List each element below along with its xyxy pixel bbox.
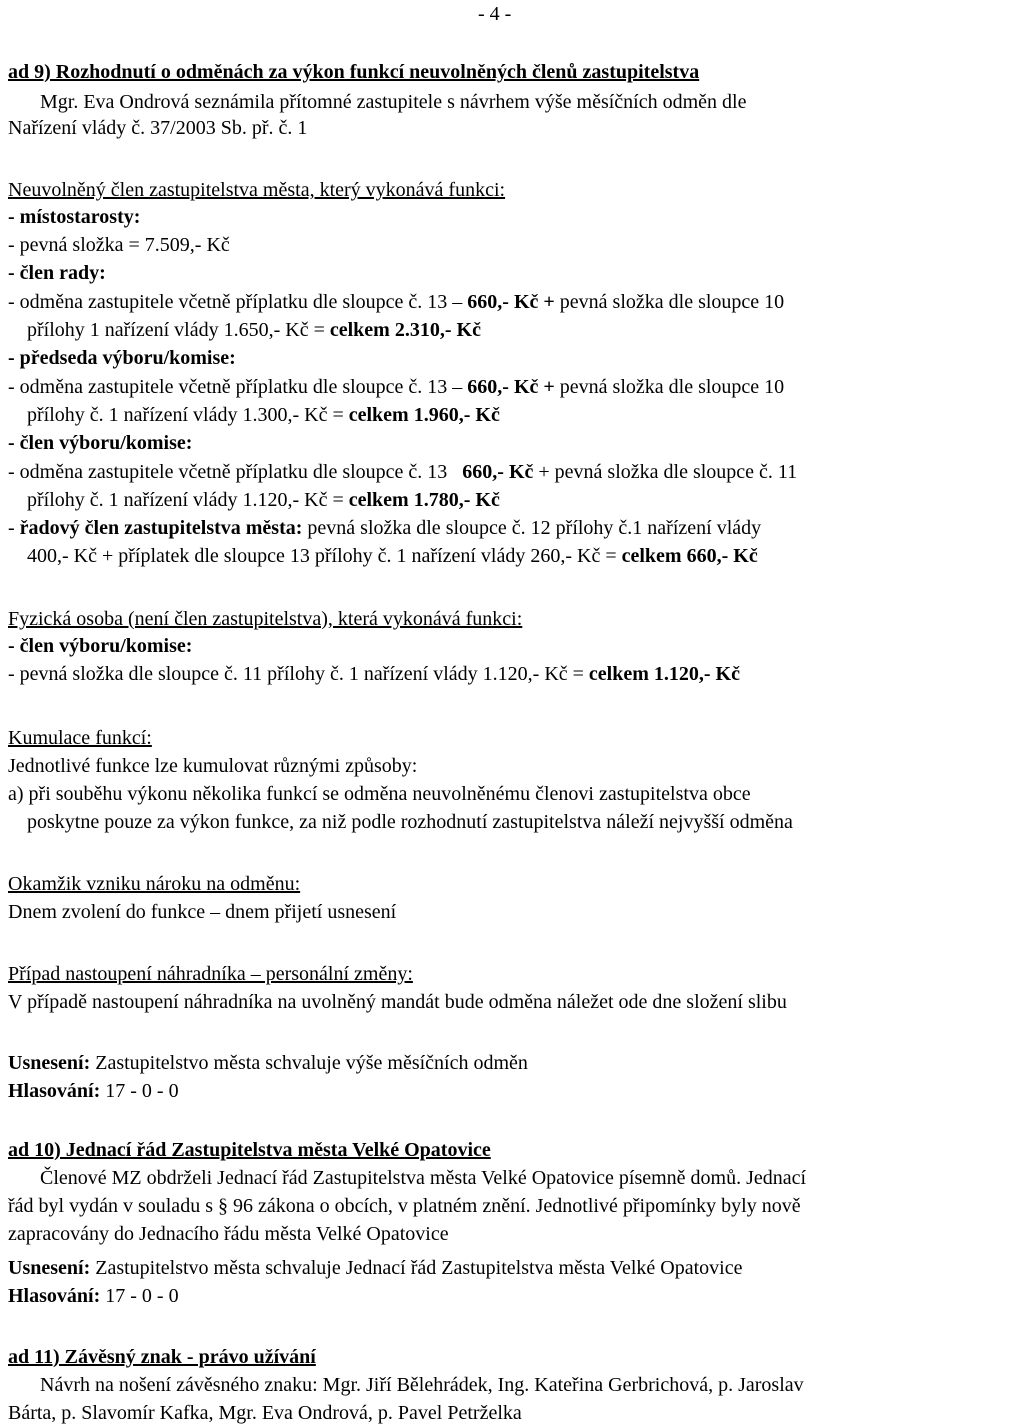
page-number: - 4 - — [478, 3, 512, 25]
paragraph-line: řád byl vydán v souladu s § 96 zákona o obcích, v platném znění. Jednotlivé připomínky byly nově — [8, 1195, 801, 1217]
role-clen-rady: - člen rady: — [8, 262, 106, 284]
paragraph-line: zapracovány do Jednacího řádu města Velké Opatovice — [8, 1223, 449, 1245]
section-11-heading: ad 11) Závěsný znak - právo užívání — [8, 1346, 316, 1368]
paragraph-line: V případě nastoupení náhradníka na uvolněný mandát bude odměna náležet ode dne složení slibu — [8, 991, 787, 1013]
vote-result: Hlasování: 17 - 0 - 0 — [8, 1285, 179, 1307]
resolution: Usnesení: Zastupitelstvo města schvaluje Jednací řád Zastupitelstva města Velké Opatovice — [8, 1257, 743, 1279]
vote-result: Hlasování: 17 - 0 - 0 — [8, 1080, 179, 1102]
list-item: - pevná složka dle sloupce č. 11 přílohy č. 1 nařízení vlády 1.120,- Kč = celkem 1.120,- Kč — [8, 663, 740, 685]
subheading-fyzicka-osoba: Fyzická osoba (není člen zastupitelstva), která vykonává funkci: — [8, 608, 523, 630]
subheading-kumulace: Kumulace funkcí: — [8, 727, 152, 749]
list-item-cont: přílohy č. 1 nařízení vlády 1.120,- Kč = celkem 1.780,- Kč — [27, 489, 500, 511]
paragraph-line: Mgr. Eva Ondrová seznámila přítomné zastupitele s návrhem výše měsíčních odměn dle — [40, 91, 747, 113]
subheading-nahradnik: Případ nastoupení náhradníka – personální změny: — [8, 963, 413, 985]
role-clen-vyboru-fyz: - člen výboru/komise: — [8, 635, 193, 657]
resolution: Usnesení: Zastupitelstvo města schvaluje výše měsíčních odměn — [8, 1052, 528, 1074]
list-item: - řadový člen zastupitelstva města: pevná složka dle sloupce č. 12 přílohy č.1 nařízení vlády — [8, 517, 762, 539]
section-9-heading: ad 9) Rozhodnutí o odměnách za výkon funkcí neuvolněných členů zastupitelstva — [8, 61, 700, 83]
role-mistostarosta: - místostarosty: — [8, 206, 141, 228]
paragraph-line: Dnem zvolení do funkce – dnem přijetí usnesení — [8, 901, 397, 923]
paragraph-line: Členové MZ obdrželi Jednací řád Zastupitelstva města Velké Opatovice písemně domů. Jednací — [40, 1167, 807, 1189]
list-item-cont: přílohy č. 1 nařízení vlády 1.300,- Kč = celkem 1.960,- Kč — [27, 404, 500, 426]
section-10-heading: ad 10) Jednací řád Zastupitelstva města Velké Opatovice — [8, 1139, 491, 1161]
list-item-cont: přílohy 1 nařízení vlády 1.650,- Kč = celkem 2.310,- Kč — [27, 319, 481, 341]
list-item: - pevná složka = 7.509,- Kč — [8, 234, 230, 256]
role-predseda: - předseda výboru/komise: — [8, 347, 236, 369]
list-item: - odměna zastupitele včetně příplatku dle sloupce č. 13 – 660,- Kč + pevná složka dle sloupce 10 — [8, 376, 785, 398]
paragraph-line: Jednotlivé funkce lze kumulovat různými způsoby: — [8, 755, 418, 777]
list-item-cont: 400,- Kč + příplatek dle sloupce 13 přílohy č. 1 nařízení vlády 260,- Kč = celkem 660,- Kč — [27, 545, 758, 567]
list-item: - odměna zastupitele včetně příplatku dle sloupce č. 13 – 660,- Kč + pevná složka dle sloupce 10 — [8, 291, 785, 313]
paragraph-line: Bárta, p. Slavomír Kafka, Mgr. Eva Ondrová, p. Pavel Petrželka — [8, 1402, 522, 1424]
paragraph-line: Návrh na nošení závěsného znaku: Mgr. Jiří Bělehrádek, Ing. Kateřina Gerbrichová, p. Jaroslav — [40, 1374, 804, 1396]
subheading-okamzik: Okamžik vzniku nároku na odměnu: — [8, 873, 301, 895]
role-clen-vyboru: - člen výboru/komise: — [8, 432, 193, 454]
subheading-neuvolneny: Neuvolněný člen zastupitelstva města, který vykonává funkci: — [8, 179, 506, 201]
paragraph-line: poskytne pouze za výkon funkce, za niž podle rozhodnutí zastupitelstva náleží nejvyšší odměna — [27, 811, 793, 833]
paragraph-line: a) při souběhu výkonu několika funkcí se odměna neuvolněnému členovi zastupitelstva obce — [8, 783, 751, 805]
paragraph-line: Nařízení vlády č. 37/2003 Sb. př. č. 1 — [8, 117, 308, 139]
list-item: - odměna zastupitele včetně příplatku dle sloupce č. 13 660,- Kč + pevná složka dle sloupce č. 11 — [8, 461, 798, 483]
